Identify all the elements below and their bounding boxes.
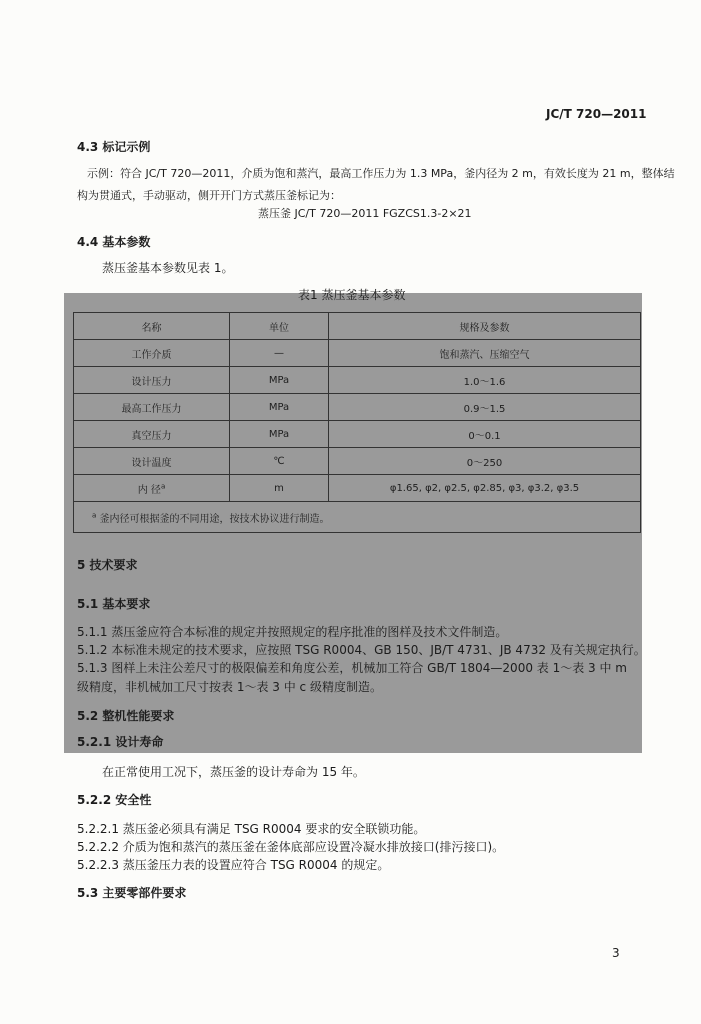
cell-unit: MPa: [230, 367, 329, 394]
section-5-2-1-heading: 5.2.1 设计寿命: [77, 735, 164, 749]
cell-unit: m: [230, 475, 329, 502]
table-header-row: [74, 313, 641, 340]
clause-5-2-1-text: 在正常使用工况下，蒸压釜的设计寿命为 15 年。: [102, 765, 365, 779]
section-4-3-heading: 4.3 标记示例: [77, 140, 151, 154]
header-unit: 单位: [230, 313, 329, 340]
cell-spec: 1.0～1.6: [329, 367, 641, 394]
page-number: 3: [612, 946, 620, 960]
example-line-2: 构为贯通式，手动驱动，侧开开门方式蒸压釜标记为：: [77, 189, 341, 202]
table-footnote: [74, 502, 641, 533]
table-row: [74, 340, 641, 367]
cell-spec: 饱和蒸汽、压缩空气: [329, 340, 641, 367]
footnote-marker: a: [160, 482, 166, 491]
clause-5-1-3-line-1: 5.1.3 图样上未注公差尺寸的极限偏差和角度公差，机械加工符合 GB/T 1804—2000 表 1～表 3 中 m: [77, 661, 627, 675]
table-footnote-row: [74, 502, 641, 533]
cell-name: 最高工作压力: [74, 394, 230, 421]
section-4-4-text: 蒸压釜基本参数见表 1。: [102, 261, 234, 275]
cell-name-with-footnote: [74, 475, 230, 502]
clause-5-2-2-2: 5.2.2.2 介质为饱和蒸汽的蒸压釜在釜体底部应设置冷凝水排放接口(排污接口)。: [77, 840, 505, 854]
table-row: [74, 475, 641, 502]
table-row: [74, 394, 641, 421]
parameters-table: [73, 312, 641, 533]
clause-5-1-3-line-2: 级精度，非机械加工尺寸按表 1～表 3 中 c 级精度制造。: [77, 680, 382, 694]
cell-spec: φ1.65, φ2, φ2.5, φ2.85, φ3, φ3.2, φ3.5: [329, 475, 641, 502]
table-row: [74, 421, 641, 448]
section-5-heading: 5 技术要求: [77, 558, 138, 572]
cell-spec: 0～0.1: [329, 421, 641, 448]
table-row: [74, 448, 641, 475]
standard-code: JC/T 720—2011: [546, 107, 647, 121]
section-5-1-heading: 5.1 基本要求: [77, 597, 151, 611]
footnote-text: 釜内径可根据釜的不同用途，按技术协议进行制造。: [99, 513, 330, 525]
cell-name: 内 径: [137, 484, 161, 496]
cell-unit: ℃: [230, 448, 329, 475]
section-5-2-2-heading: 5.2.2 安全性: [77, 793, 152, 807]
section-5-2-heading: 5.2 整机性能要求: [77, 709, 175, 723]
cell-unit: —: [230, 340, 329, 367]
cell-name: 真空压力: [74, 421, 230, 448]
table-caption: 表1 蒸压釜基本参数: [298, 288, 406, 302]
cell-name: 工作介质: [74, 340, 230, 367]
example-line-1: 示例：符合 JC/T 720—2011，介质为饱和蒸汽，最高工作压力为 1.3 MPa，釜内径为 2 m，有效长度为 21 m，整体结: [87, 167, 675, 180]
header-spec: 规格及参数: [329, 313, 641, 340]
header-name: 名称: [74, 313, 230, 340]
cell-spec: 0～250: [329, 448, 641, 475]
cell-name: 设计压力: [74, 367, 230, 394]
clause-5-1-2: 5.1.2 本标准未规定的技术要求，应按照 TSG R0004、GB 150、JB/T 4731、JB 4732 及有关规定执行。: [77, 643, 646, 657]
cell-name: 设计温度: [74, 448, 230, 475]
cell-unit: MPa: [230, 394, 329, 421]
clause-5-2-2-1: 5.2.2.1 蒸压釜必须具有满足 TSG R0004 要求的安全联锁功能。: [77, 822, 426, 836]
section-4-4-heading: 4.4 基本参数: [77, 235, 151, 249]
clause-5-1-1: 5.1.1 蒸压釜应符合本标准的规定并按照规定的程序批准的图样及技术文件制造。: [77, 625, 508, 639]
footnote-marker: a: [92, 511, 97, 520]
marking-example: 蒸压釜 JC/T 720—2011 FGZCS1.3-2×21: [258, 207, 472, 220]
table-row: [74, 367, 641, 394]
cell-spec: 0.9～1.5: [329, 394, 641, 421]
clause-5-2-2-3: 5.2.2.3 蒸压釜压力表的设置应符合 TSG R0004 的规定。: [77, 858, 390, 872]
section-5-3-heading: 5.3 主要零部件要求: [77, 886, 187, 900]
cell-unit: MPa: [230, 421, 329, 448]
